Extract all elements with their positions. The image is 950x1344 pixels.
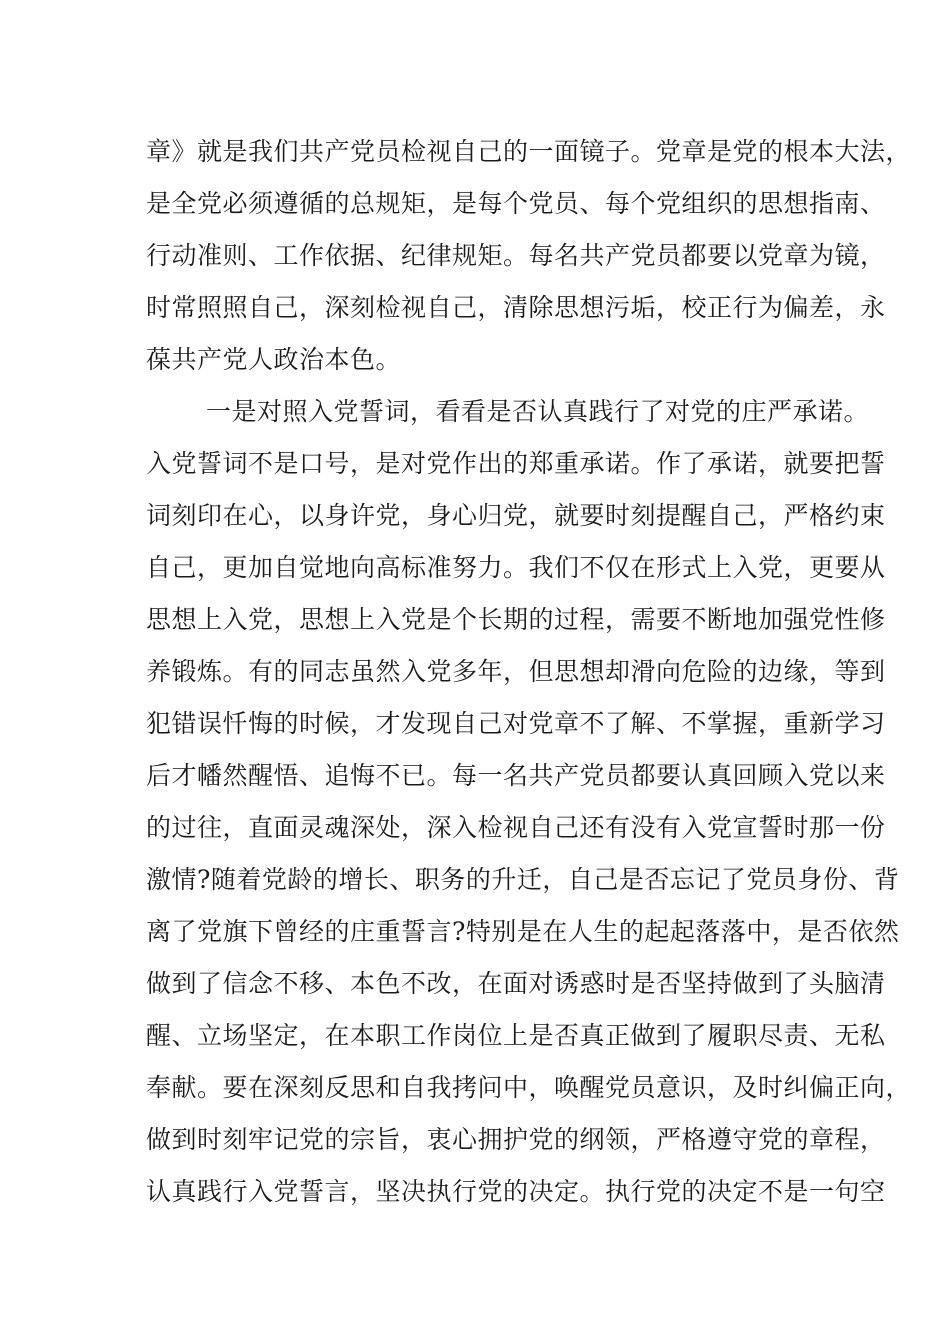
text-line: 自己，更加自觉地向高标准努力。我们不仅在形式上入党，更要从	[146, 553, 886, 582]
text-line: 葆共产党人政治本色。	[146, 345, 402, 374]
text-line: 入党誓词不是口号，是对党作出的郑重承诺。作了承诺，就要把誓	[146, 449, 886, 478]
text-line: 章》就是我们共产党员检视自己的一面镜子。党章是党的根本大法，	[146, 137, 912, 166]
paragraph-2	[146, 386, 912, 1218]
text-line: 后才幡然醒悟、追悔不已。每一名共产党员都要认真回顾入党以来	[146, 761, 886, 790]
text-line: 养锻炼。有的同志虽然入党多年，但思想却滑向危险的边缘，等到	[146, 657, 886, 686]
paragraph-1	[146, 126, 912, 386]
text-line: 离了党旗下曾经的庄重誓言?特别是在人生的起起落落中，是否依然	[146, 917, 900, 946]
text-line: 思想上入党，思想上入党是个长期的过程，需要不断地加强党性修	[146, 605, 886, 634]
text-line: 行动准则、工作依据、纪律规矩。每名共产党员都要以党章为镜，	[146, 241, 886, 270]
text-line: 的过往，直面灵魂深处，深入检视自己还有没有入党宣誓时那一份	[146, 813, 886, 842]
text-line: 做到时刻牢记党的宗旨，衷心拥护党的纲领，严格遵守党的章程，	[146, 1125, 886, 1154]
text-line: 一是对照入党誓词，看看是否认真践行了对党的庄严承诺。	[206, 397, 870, 426]
text-line: 词刻印在心，以身许党，身心归党，就要时刻提醒自己，严格约束	[146, 501, 886, 530]
text-line: 认真践行入党誓言，坚决执行党的决定。执行党的决定不是一句空	[146, 1177, 886, 1206]
text-line: 奉献。要在深刻反思和自我拷问中，唤醒党员意识，及时纠偏正向，	[146, 1073, 912, 1102]
text-line: 犯错误忏悔的时候，才发现自己对党章不了解、不掌握，重新学习	[146, 709, 886, 738]
text-line: 激情?随着党龄的增长、职务的升迁，自己是否忘记了党员身份、背	[146, 865, 900, 894]
text-line: 是全党必须遵循的总规矩，是每个党员、每个党组织的思想指南、	[146, 189, 886, 218]
text-line: 做到了信念不移、本色不改，在面对诱惑时是否坚持做到了头脑清	[146, 969, 886, 998]
text-line: 醒、立场坚定，在本职工作岗位上是否真正做到了履职尽责、无私	[146, 1021, 886, 1050]
text-line: 时常照照自己，深刻检视自己，清除思想污垢，校正行为偏差，永	[146, 293, 886, 322]
